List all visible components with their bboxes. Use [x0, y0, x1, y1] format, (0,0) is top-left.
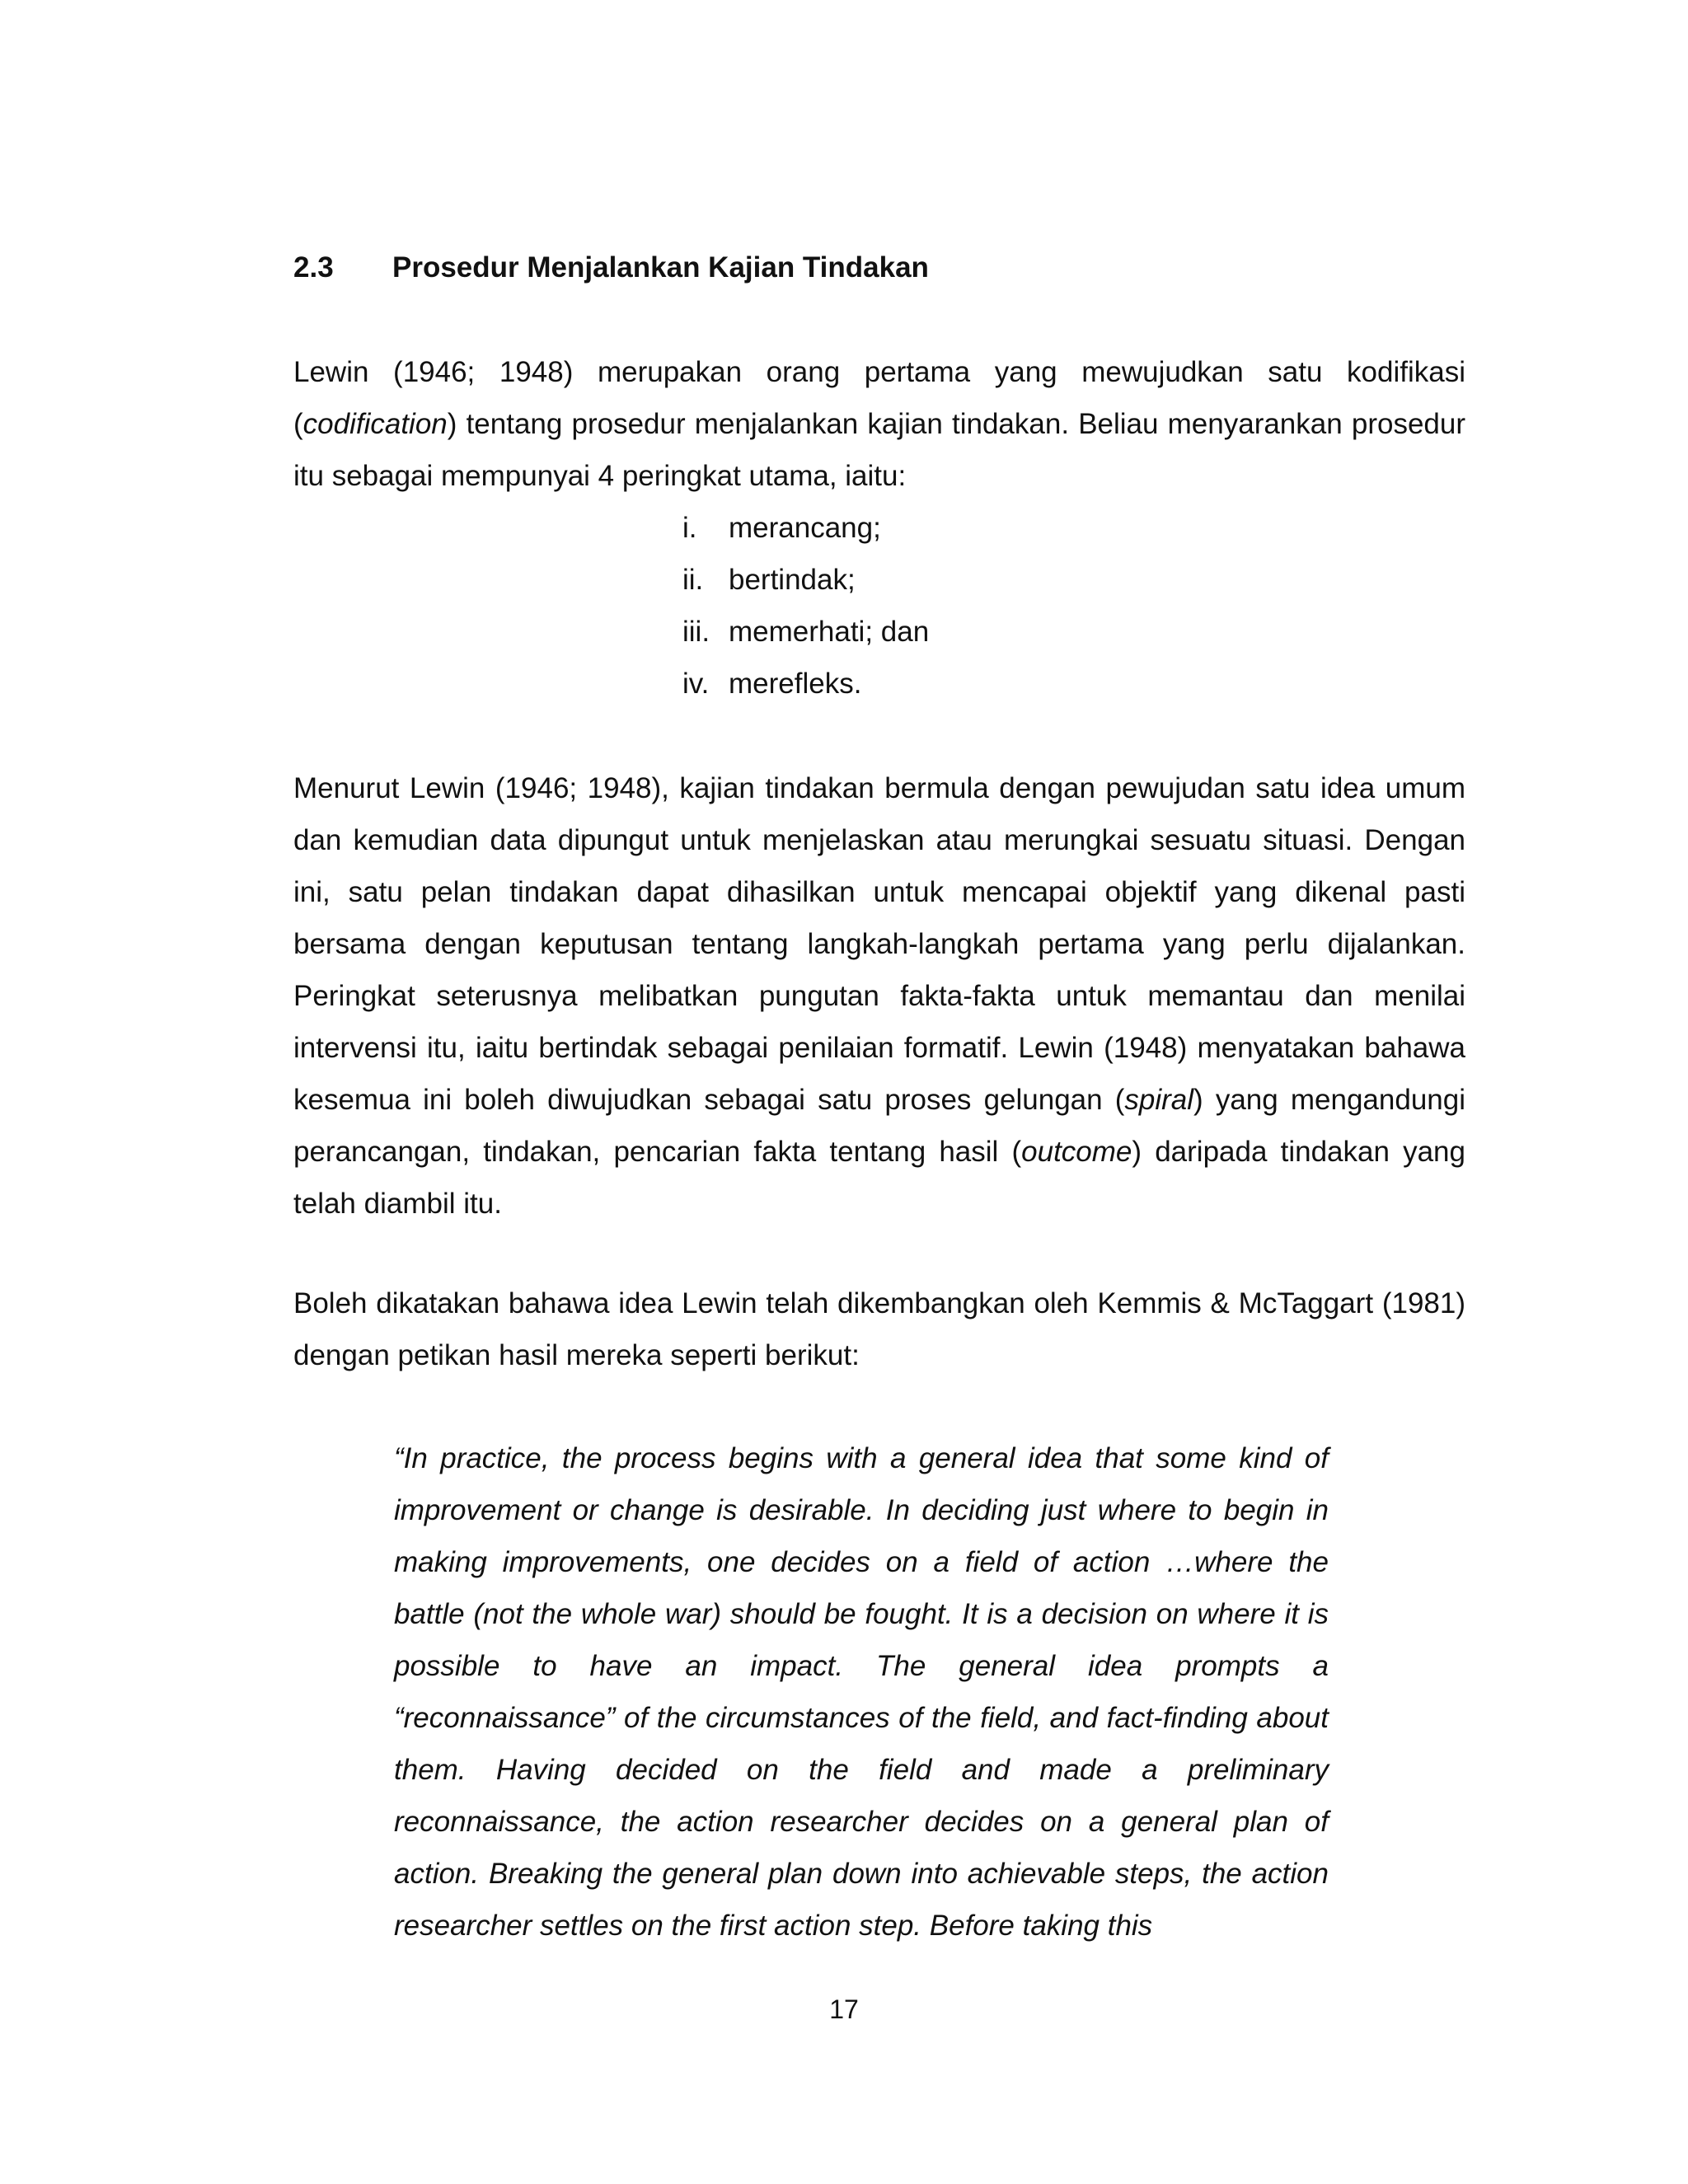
paragraph-lewin-process: [293, 762, 1465, 1230]
list-item: [682, 554, 929, 606]
paragraph-text: Menurut Lewin (1946; 1948), kajian tindakan bermula dengan pewujudan satu idea umum dan kemudian data dipungut untuk menjelaskan atau merungkai sesuatu situasi. Dengan ini, satu pelan tindakan dapat dihasilkan untuk mencapai objektif yang dikenal pasti bersama dengan keputusan tentang langkah-langkah pertama yang perlu dijalankan. Peringkat seterusnya melibatkan pungutan fakta-fakta untuk memantau dan menilai intervensi itu, iaitu bertindak sebagai penilaian formatif. Lewin (1948) menyatakan bahawa kesemua ini boleh diwujudkan sebagai satu proses gelungan (: [293, 772, 1465, 1116]
list-marker: ii.: [682, 564, 704, 596]
section-heading: [293, 247, 929, 288]
paragraph-text: ) daripada tindakan yang telah diambil itu.: [293, 1136, 1465, 1220]
italic-term: codification: [302, 408, 448, 440]
list-marker: i.: [682, 512, 697, 544]
stages-list: [682, 502, 929, 710]
list-marker: iv.: [682, 668, 710, 700]
section-title: Prosedur Menjalankan Kajian Tindakan: [392, 251, 929, 284]
paragraph-text: ) yang mengandungi perancangan, tindakan, pencarian fakta tentang hasil (: [293, 1084, 1465, 1168]
block-quote: “In practice, the process begins with a general idea that some kind of improvement or change is desirable. In deciding just where to begin in making improvements, one decides on a field of action …where the battle (not the whole war) should be fought. It is a decision on where it is possible to have an impact. The general idea prompts a “reconnaissance” of the circumstances of the field, and fact-finding about them. Having decided on the field and made a preliminary reconnaissance, the action researcher decides on a general plan of action. Breaking the general plan down into achievable steps, the action researcher settles on the first action step. Before taking this: [394, 1442, 1329, 1942]
list-item: [682, 658, 929, 710]
list-item-text: merefleks.: [729, 668, 862, 700]
section-number: 2.3: [293, 251, 334, 284]
paragraph-text: ) tentang prosedur menjalankan kajian tindakan. Beliau menyarankan prosedur itu sebagai mempunyai 4 peringkat utama, iaitu:: [293, 408, 1465, 492]
page-number: 17: [829, 1994, 859, 2024]
list-item: [682, 606, 929, 658]
italic-term: spiral: [1124, 1084, 1194, 1116]
paragraph-text: Lewin (1946; 1948) merupakan orang pertama yang mewujudkan satu kodifikasi (: [293, 356, 1465, 440]
italic-term: outcome: [1021, 1136, 1132, 1168]
list-item-text: memerhati; dan: [729, 616, 930, 648]
list-item-text: merancang;: [729, 512, 881, 544]
list-marker: iii.: [682, 616, 710, 648]
paragraph-lewin-codification: [293, 346, 1465, 502]
list-item: [682, 502, 929, 554]
list-item-text: bertindak;: [729, 564, 856, 596]
paragraph-kemmis-mctaggart: Boleh dikatakan bahawa idea Lewin telah dikembangkan oleh Kemmis & McTaggart (1981) dengan petikan hasil mereka seperti berikut:: [293, 1287, 1465, 1371]
